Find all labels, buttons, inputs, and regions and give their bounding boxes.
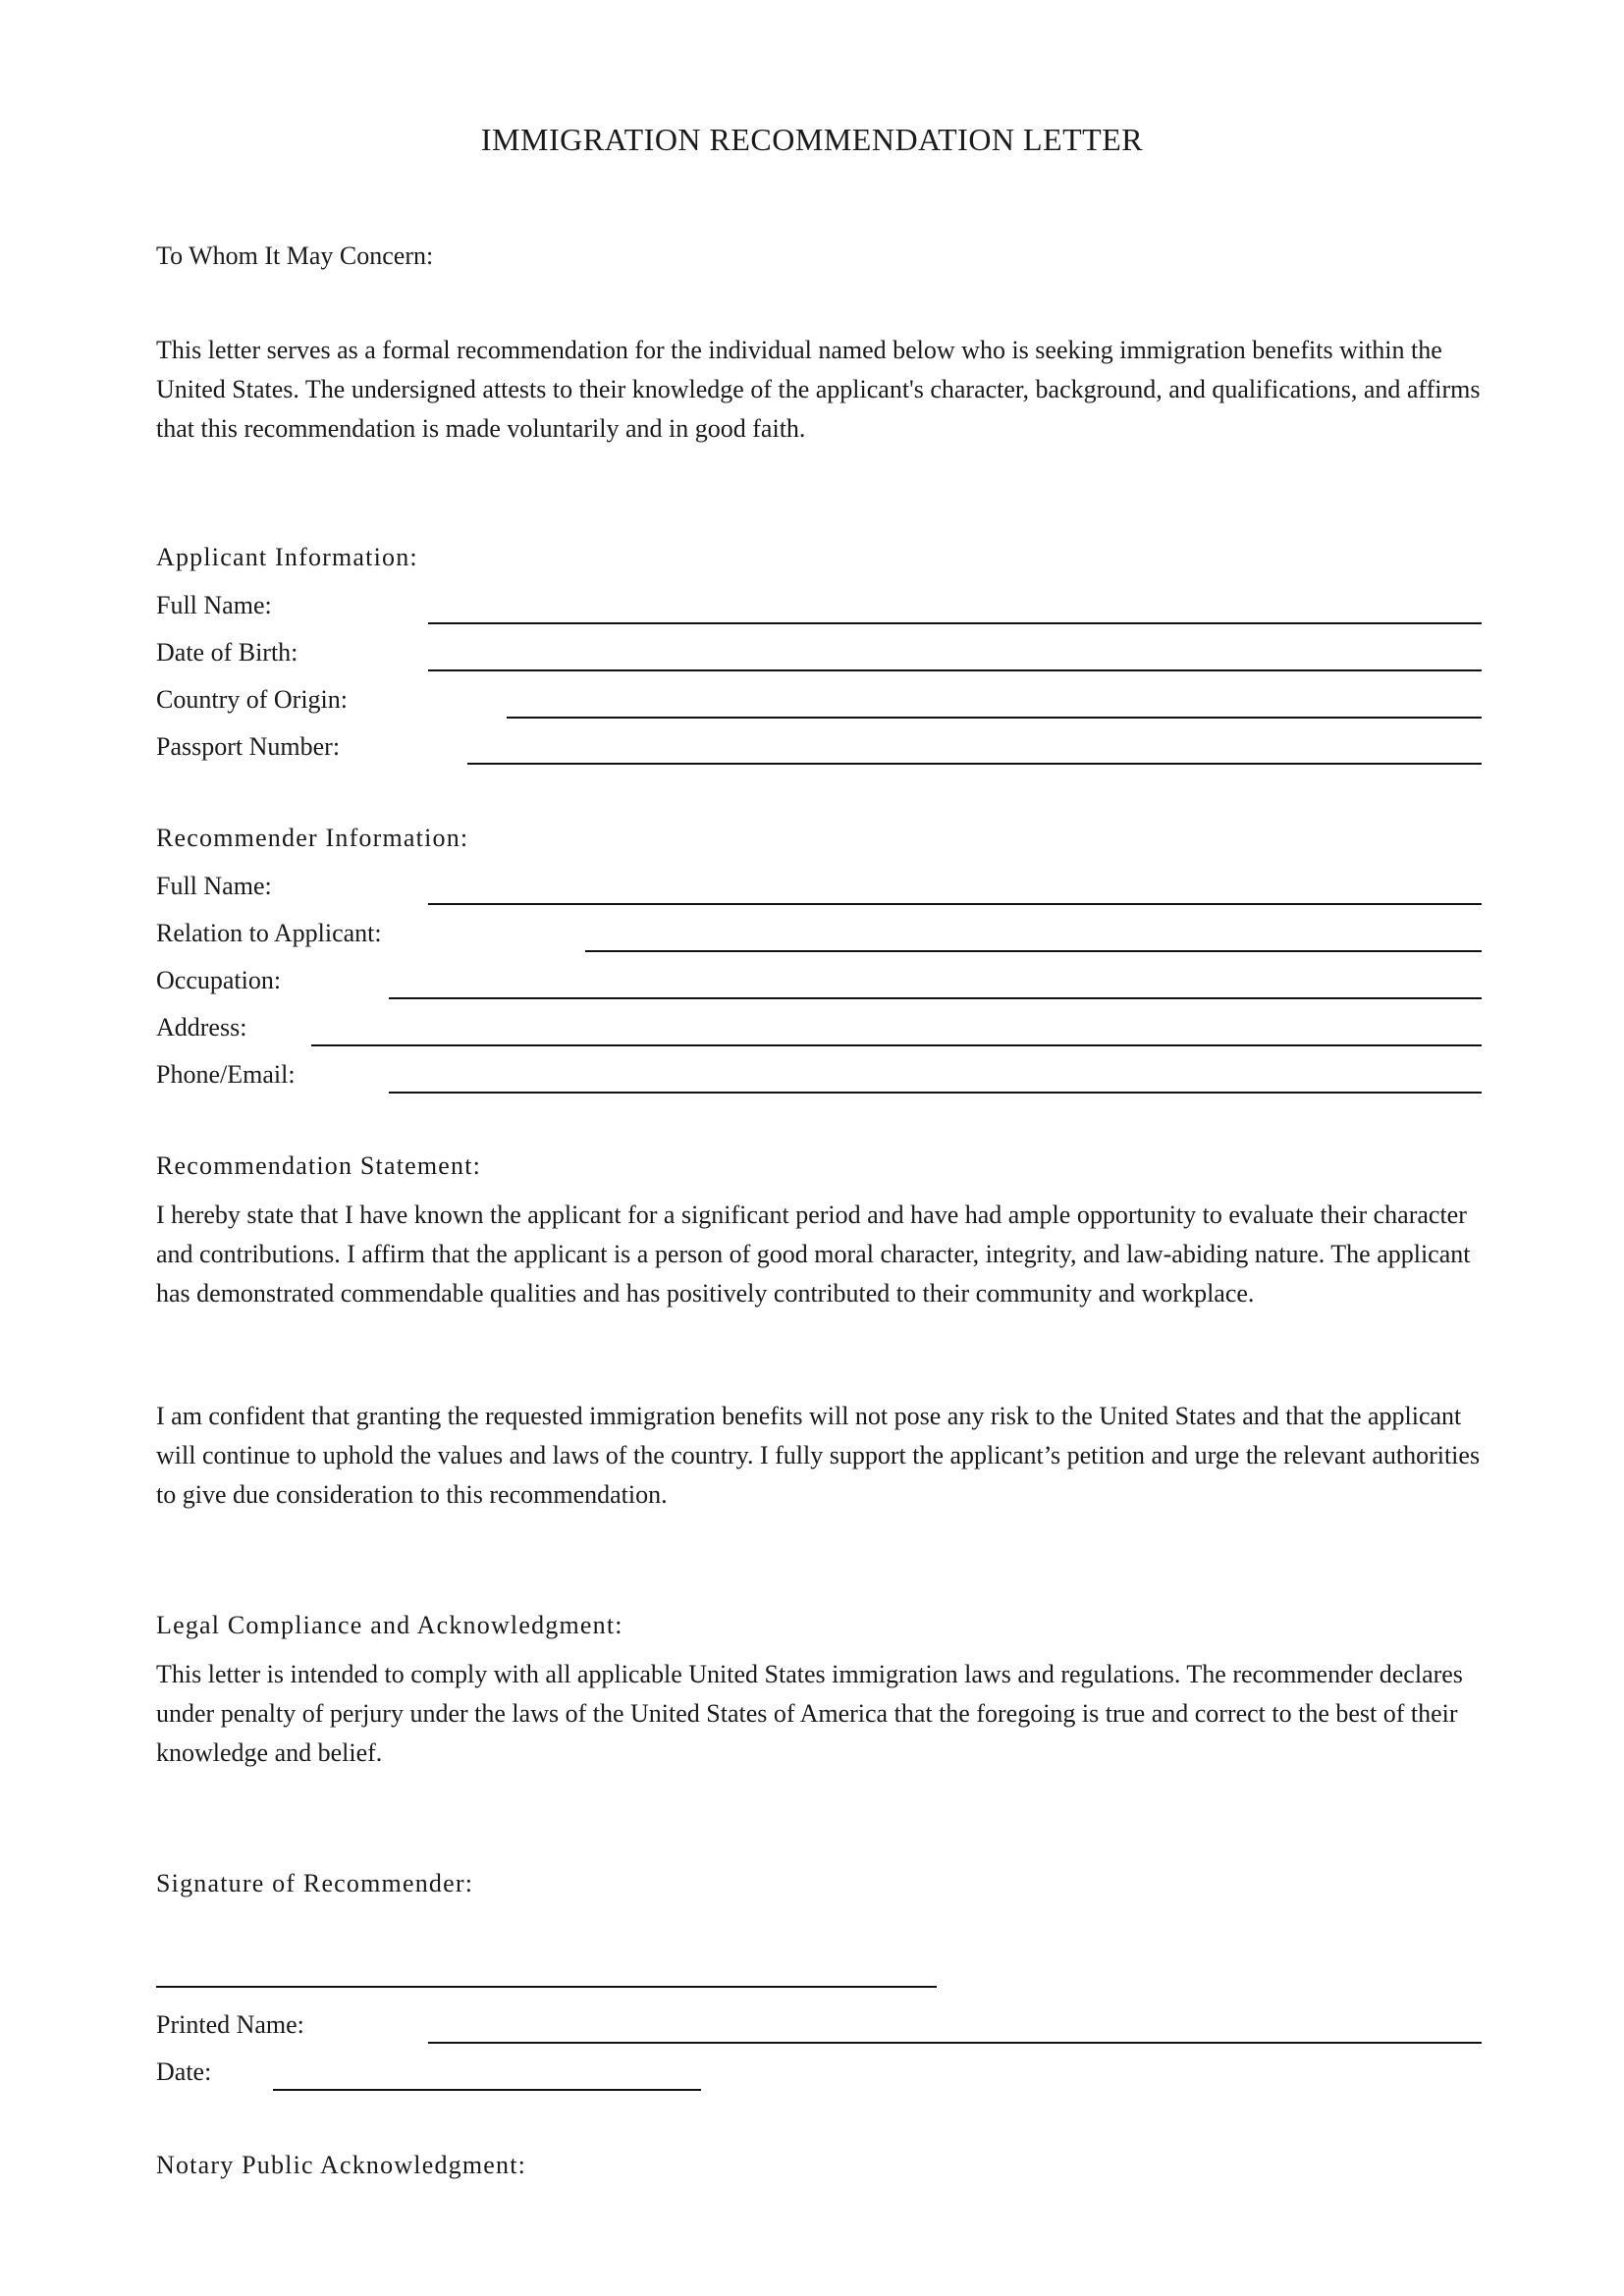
applicant-section-heading: Applicant Information: [156,543,418,571]
recommender-contact-field[interactable] [389,1092,1482,1094]
statement-paragraph-2: I am confident that granting the requested immigration benefits will not pose any risk to the United States and that the applicant will continue to uphold the values and laws of the country. I fully support the applicant’s petition and urge the relevant authorities to give due consideration to this recommendation. [156,1402,1481,1509]
applicant-full-name-label: Full Name: [156,591,272,619]
date-field[interactable] [273,2089,701,2091]
recommender-full-name-field[interactable] [428,903,1482,905]
recommender-address-field[interactable] [311,1044,1482,1046]
applicant-full-name-field[interactable] [428,622,1482,624]
recommender-relation-field[interactable] [585,950,1482,952]
applicant-dob-field[interactable] [428,669,1482,671]
recommender-occupation-label: Occupation: [156,966,282,994]
salutation: To Whom It May Concern: [156,241,434,270]
statement-paragraph-1: I hereby state that I have known the applicant for a significant period and have had ample opportunity to evaluate their character and contributions. I affirm that the applicant is a person of good moral character, integrity, and law-abiding nature. The applicant has demonstrated commendable qualities and has positively contributed to their community and workplace. [156,1201,1471,1308]
recommender-full-name-label: Full Name: [156,872,272,900]
applicant-dob-label: Date of Birth: [156,638,298,667]
recommender-section-heading: Recommender Information: [156,824,469,852]
printed-name-field[interactable] [428,2042,1482,2044]
recommender-relation-label: Relation to Applicant: [156,919,382,947]
notary-heading: Notary Public Acknowledgment: [156,2151,527,2179]
applicant-passport-label: Passport Number: [156,732,341,761]
document-title: IMMIGRATION RECOMMENDATION LETTER [480,122,1144,157]
applicant-passport-field[interactable] [467,763,1482,765]
statement-section-heading: Recommendation Statement: [156,1151,482,1180]
applicant-country-field[interactable] [507,717,1482,719]
signature-heading: Signature of Recommender: [156,1869,474,1897]
signature-line[interactable] [156,1986,937,1988]
applicant-country-label: Country of Origin: [156,685,348,714]
recommender-address-label: Address: [156,1013,247,1041]
compliance-paragraph: This letter is intended to comply with all applicable United States immigration laws and regulations. The recommender declares under penalty of perjury under the laws of the United States of America that the foregoing is true and correct to the best of their knowledge and belief. [156,1660,1463,1767]
date-label: Date: [156,2057,212,2086]
printed-name-label: Printed Name: [156,2010,304,2039]
recommender-occupation-field[interactable] [389,997,1482,999]
compliance-section-heading: Legal Compliance and Acknowledgment: [156,1611,623,1639]
recommender-contact-label: Phone/Email: [156,1060,296,1089]
intro-paragraph: This letter serves as a formal recommendation for the individual named below who is seeking immigration benefits within the United States. The undersigned attests to their knowledge of the applicant's character, background, and qualifications, and affirms that this recommendation is made voluntarily and in good faith. [156,336,1481,443]
